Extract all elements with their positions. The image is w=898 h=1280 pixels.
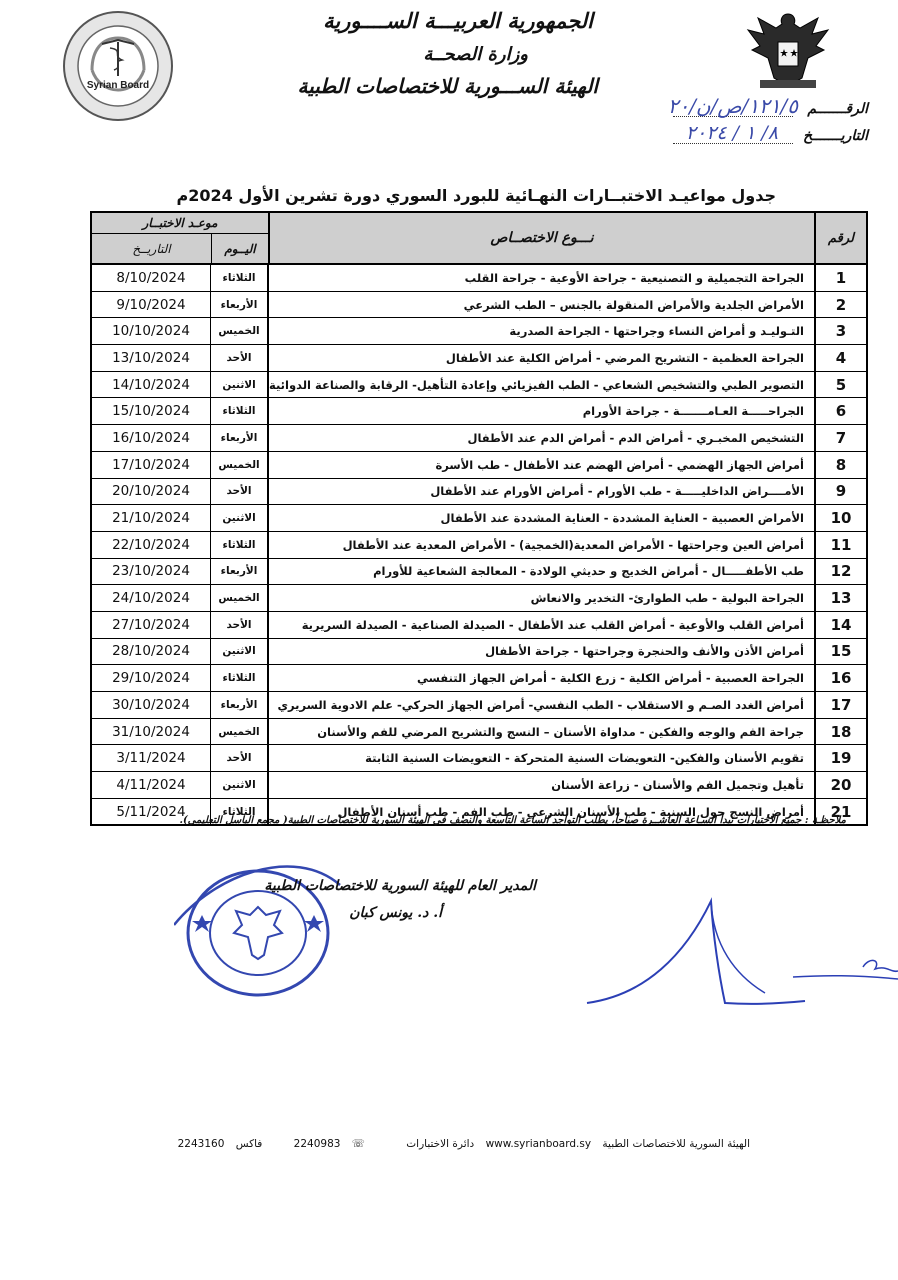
table-row: [92, 398, 866, 425]
handwritten-signature-icon: [585, 895, 898, 1015]
table-row: [92, 505, 866, 532]
row-day: الأحد: [210, 345, 267, 371]
header-specialty: نـــوع الاختصــاص: [268, 213, 814, 263]
row-date: 16/10/2024: [112, 429, 190, 446]
row-date: 28/10/2024: [112, 643, 190, 660]
table-body: [92, 265, 866, 824]
row-specialty: الجراحة البولية - طب الطوارئ- التخدير والانعاش: [267, 585, 814, 611]
svg-text:Syrian Board: Syrian Board: [86, 80, 150, 91]
footer-department: دائرة الاختبارات: [406, 1138, 475, 1150]
row-number: 19: [814, 745, 866, 771]
row-specialty: أمراض الغدد الصـم و الاستقلاب - الطب النفسي- أمراض الجهاز الحركي- علم الادوية السريري: [267, 692, 814, 718]
row-date: 24/10/2024: [112, 590, 190, 607]
table-row: [92, 532, 866, 559]
row-specialty: التصوير الطبي والتشخيص الشعاعي - الطب الفيزيائي وإعادة التأهيل- الرقابة والصناعة الدوائية: [267, 372, 814, 398]
row-specialty: تقويم الأسنان والفكين- التعويضات السنية المتحركة - التعويضات السنية الثابتة: [267, 745, 814, 771]
row-date: 21/10/2024: [112, 510, 190, 527]
note-text: جميع الاختبارات تبدأ السـاعة العاشــرة صباحاً، يطلب التواجد الساعة التاسعة والنصف في الهيئة السورية للاختصاصات الطبية( مجمع الباسل التعليمي).: [179, 815, 802, 826]
row-specialty: أمراض العين وجراحتها - الأمراض المعدية(الخمجية) - الأمراض المعدية عند الأطفال: [267, 532, 814, 558]
table-row: [92, 719, 866, 746]
row-specialty: أمراض القلب والأوعية - أمراض القلب عند الأطفال - الصيدلة الصناعية - الصيدلة السريرية: [267, 612, 814, 638]
row-date: 27/10/2024: [112, 616, 190, 633]
table-row: [92, 372, 866, 399]
director-name: أ. د. يونس كبان: [349, 905, 442, 921]
row-specialty: التـوليـد و أمراض النساء وجراحتها - الجراحة الصدرية: [267, 318, 814, 344]
row-day: الثلاثاء: [210, 665, 267, 691]
row-number: 20: [814, 772, 866, 798]
row-date: 30/10/2024: [112, 696, 190, 713]
row-number: 5: [814, 372, 866, 398]
table-row: [92, 559, 866, 586]
table-row: [92, 639, 866, 666]
row-number: 17: [814, 692, 866, 718]
row-day: الاثنين: [210, 372, 267, 398]
row-number: 9: [814, 479, 866, 505]
row-day: الخميس: [210, 585, 267, 611]
row-date: 9/10/2024: [116, 296, 186, 313]
reference-date-value: ٨/ ١ / ٢٠٢٤: [685, 122, 778, 144]
row-day: الأربعاء: [210, 559, 267, 585]
row-date: 3/11/2024: [116, 750, 186, 767]
table-row: [92, 452, 866, 479]
row-specialty: تأهيل وتجميل الفم والأسنان - زراعة الأسنان: [267, 772, 814, 798]
row-number: 4: [814, 345, 866, 371]
table-row: [92, 265, 866, 292]
row-date: 22/10/2024: [112, 536, 190, 553]
row-number: 2: [814, 292, 866, 318]
row-day: الثلاثاء: [210, 799, 267, 825]
row-specialty: الجراحة العصبية - أمراض الكلية - زرع الكلية - أمراض الجهاز التنفسي: [267, 665, 814, 691]
row-specialty: الجراحـــــة العـامـــــــة - جراحة الأورام: [267, 398, 814, 424]
row-date: 13/10/2024: [112, 349, 190, 366]
table-row: [92, 585, 866, 612]
row-specialty: أمراض الجهاز الهضمي - أمراض الهضم عند الأطفال - طب الأسرة: [267, 452, 814, 478]
table-row: [92, 345, 866, 372]
footer-phone: 2240983: [293, 1138, 341, 1150]
row-day: الأحد: [210, 612, 267, 638]
row-specialty: أمراض الأذن والأنف والحنجرة وجراحتها - جراحة الأطفال: [267, 639, 814, 665]
header-exam-date-group: [92, 213, 268, 263]
row-day: الخميس: [210, 719, 267, 745]
row-day: الاثنين: [210, 639, 267, 665]
row-date: 14/10/2024: [112, 376, 190, 393]
exam-note: [179, 815, 846, 826]
table-row: [92, 318, 866, 345]
row-day: الثلاثاء: [210, 532, 267, 558]
row-number: 10: [814, 505, 866, 531]
syrian-board-logo-icon: [62, 10, 174, 122]
reference-date-label: التاريـــــــخ: [802, 128, 868, 144]
phone-icon: ☏: [351, 1138, 365, 1150]
row-number: 1: [814, 265, 866, 291]
row-specialty: الجراحة العظمية - التشريح المرضي - أمراض الكلية عند الأطفال: [267, 345, 814, 371]
exam-schedule-table: [90, 211, 868, 826]
header-date: التاريــخ: [132, 241, 171, 256]
row-day: الاثنين: [210, 505, 267, 531]
footer-website[interactable]: www.syrianboard.sy: [485, 1138, 592, 1150]
row-number: 3: [814, 318, 866, 344]
row-specialty: أمراض النسج حول السنية - طب الأسنان الشرعي - طب الفم - طب أسنان الأطفال: [267, 799, 814, 825]
row-day: الأربعاء: [210, 292, 267, 318]
header-number: لرقم: [814, 213, 866, 263]
row-date: 20/10/2024: [112, 483, 190, 500]
row-day: الأحد: [210, 479, 267, 505]
header-country: الجمهورية العربيـــة الســــورية: [323, 8, 593, 33]
header-exam-date: موعـد الاختبــار: [92, 213, 268, 234]
reference-number-value: ١٢١/٥/ص/ن/٢٠: [667, 94, 798, 118]
row-date: 5/11/2024: [116, 803, 186, 820]
row-date: 4/11/2024: [116, 776, 186, 793]
row-date: 31/10/2024: [112, 723, 190, 740]
reference-number-label: الرقـــــــم: [807, 101, 868, 117]
footer-org: الهيئة السورية للاختصاصات الطبية: [602, 1138, 750, 1150]
table-title: جدول مواعيـد الاختبــارات النهـائية للبورد السوري دورة تشرين الأول 2024م: [176, 186, 776, 205]
row-number: 14: [814, 612, 866, 638]
row-date: 15/10/2024: [112, 403, 190, 420]
row-number: 15: [814, 639, 866, 665]
row-day: الخميس: [210, 452, 267, 478]
row-number: 8: [814, 452, 866, 478]
page-footer: [177, 1138, 750, 1150]
row-date: 8/10/2024: [116, 269, 186, 286]
table-row: [92, 479, 866, 506]
footer-fax: 2243160: [177, 1138, 225, 1150]
table-header: [92, 213, 866, 265]
header-ministry: وزارة الصحــة: [423, 44, 528, 65]
row-date: 29/10/2024: [112, 670, 190, 687]
row-day: الأربعاء: [210, 692, 267, 718]
row-specialty: جراحة الفم والوجه والفكين - مداواة الأسنان – النسج والتشريح المرضي للفم والأسنان: [267, 719, 814, 745]
table-row: [92, 425, 866, 452]
footer-fax-label: فاكس: [235, 1138, 263, 1150]
row-day: الأربعاء: [210, 425, 267, 451]
row-specialty: الأمــــراض الداخليـــــة - طب الأورام - أمراض الأورام عند الأطفال: [267, 479, 814, 505]
director-title: المدير العام للهيئة السورية للاختصاصات الطبية: [264, 878, 536, 894]
row-day: الثلاثاء: [210, 265, 267, 291]
table-row: [92, 665, 866, 692]
row-number: 21: [814, 799, 866, 825]
table-row: [92, 772, 866, 799]
row-specialty: طب الأطفـــــال - أمراض الخديج و حديثي الولادة - المعالجة الشعاعية للأورام: [267, 559, 814, 585]
table-row: [92, 692, 866, 719]
syria-eagle-emblem-icon: [738, 8, 838, 90]
row-number: 18: [814, 719, 866, 745]
row-date: 17/10/2024: [112, 456, 190, 473]
row-date: 23/10/2024: [112, 563, 190, 580]
row-day: الاثنين: [210, 772, 267, 798]
row-specialty: الأمراض الجلدية والأمراض المنقولة بالجنس – الطب الشرعي: [267, 292, 814, 318]
note-label: ملاحظـة :: [804, 815, 846, 826]
table-row: [92, 745, 866, 772]
table-row: [92, 292, 866, 319]
row-specialty: الجراحة التجميلية و التصنيعية - جراحة الأوعية - جراحة القلب: [267, 265, 814, 291]
row-specialty: الأمراض العصبية - العناية المشددة - العناية المشددة عند الأطفال: [267, 505, 814, 531]
row-date: 10/10/2024: [112, 323, 190, 340]
row-day: الخميس: [210, 318, 267, 344]
row-number: 13: [814, 585, 866, 611]
header-day: اليــوم: [211, 234, 268, 263]
row-day: الأحد: [210, 745, 267, 771]
row-number: 11: [814, 532, 866, 558]
row-number: 6: [814, 398, 866, 424]
row-specialty: التشخيص المخبـري - أمراض الدم - أمراض الدم عند الأطفال: [267, 425, 814, 451]
header-authority: الهيئة الســـورية للاختصاصات الطبية: [297, 74, 598, 98]
row-day: الثلاثاء: [210, 398, 267, 424]
table-row: [92, 612, 866, 639]
row-number: 16: [814, 665, 866, 691]
row-number: 12: [814, 559, 866, 585]
row-number: 7: [814, 425, 866, 451]
